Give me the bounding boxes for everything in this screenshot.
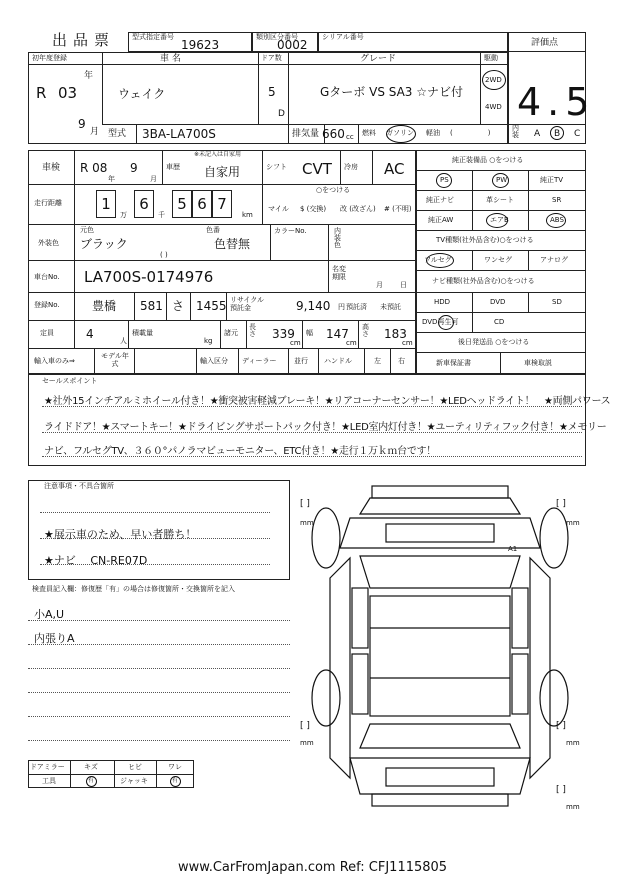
sales-points-label: セールスポイント xyxy=(42,377,98,385)
note-line-2: ★展示車のため、早い者勝ち！ xyxy=(44,528,197,541)
tire-bracket-fl: [ ] xyxy=(300,499,310,509)
category-box: 類別区分番号 0002 xyxy=(252,32,318,52)
mileage-digit-3: 5 xyxy=(172,190,192,218)
era: R xyxy=(36,84,47,102)
footer-ref: www.CarFromJapan.com Ref: CFJ1115805 xyxy=(178,860,448,875)
equip-ps: PS xyxy=(440,176,449,184)
tire-bracket-rr: [ ] xyxy=(556,721,566,731)
model-label: 型式 xyxy=(108,129,127,139)
equip-tv: 純正TV xyxy=(540,176,564,184)
std-equipment-label: 純正装備品 ○をつける xyxy=(452,156,524,164)
grade-value: Gターボ VS SA3 ☆ナビ付 xyxy=(320,85,464,99)
navi-hdd: HDD xyxy=(434,298,451,306)
damage-mark-a1: A1 xyxy=(508,545,518,553)
width-label: 幅 xyxy=(306,329,313,337)
shift-value: CVT xyxy=(302,160,332,178)
score-value: 4.5 xyxy=(517,80,596,124)
type-designation-value: 19623 xyxy=(181,38,220,52)
reg-number: 1455 xyxy=(196,299,227,313)
load-label: 積載量 xyxy=(132,329,153,337)
navi-dvd: DVD xyxy=(490,298,506,306)
import-type-label: 輸入区分 xyxy=(200,357,228,365)
car-diagram xyxy=(290,478,590,818)
first-reg-label: 初年度登録 xyxy=(32,54,67,62)
width-value: 147 xyxy=(326,327,349,341)
shaken-value: R 08 xyxy=(80,161,108,175)
docs-manual: 車検取説 xyxy=(524,359,552,367)
model-year-label: モデル年式 xyxy=(101,352,129,369)
tv-fullseg: フルセグ xyxy=(424,256,452,264)
displacement-label: 排気量 xyxy=(292,129,320,139)
reg-area: 豊橋 xyxy=(92,299,117,313)
recycle-label: リサイクル預託金 xyxy=(230,296,265,313)
category-value: 0002 xyxy=(277,38,308,52)
interior-color-label: 内装色 xyxy=(334,227,341,249)
mileage-digit-5: 7 xyxy=(212,190,232,218)
navi-type-label: ナビ種類(社外品含む)○をつける xyxy=(432,277,535,285)
inspector-label: 検査員記入欄：修復歴「有」の場合は修復箇所・交換箇所を記入 xyxy=(32,585,235,593)
shift-label: シフト xyxy=(266,163,287,171)
grade-label: グレード xyxy=(360,54,397,64)
length-label: 長さ xyxy=(249,323,256,338)
inspector-line-2: 内張りA xyxy=(34,632,75,645)
docs-warranty: 新車保証書 xyxy=(436,359,471,367)
mileage-kind-label: マイル xyxy=(268,205,289,213)
serial-box: シリアル番号 xyxy=(318,32,508,52)
height-label: 高さ xyxy=(362,323,369,338)
usage-value: 自家用 xyxy=(204,165,241,179)
doors-label: ドア数 xyxy=(261,54,282,62)
reg-label: 登録No. xyxy=(34,301,60,309)
sales-line-2: ライドドア！★スマートキー！★ドライビングサポートパック付き！★LED室内灯付き！★ユーティリティフック付き！★メモリー xyxy=(44,422,607,433)
tv-type-label: TV種類(社外品含む)○をつける xyxy=(436,236,534,244)
chassis-value: LA700S-0174976 xyxy=(84,268,214,286)
reg-kana: さ xyxy=(172,299,185,313)
equip-airbag: エアB xyxy=(490,216,509,224)
inspector-line-1: 小A,U xyxy=(34,608,65,621)
reg-class: 581 xyxy=(140,299,163,313)
drive-2wd: 2WD xyxy=(485,76,502,84)
handle-label: ハンドル xyxy=(324,357,352,365)
displacement-value: 660 xyxy=(322,127,345,141)
equip-leather: 革シート xyxy=(486,196,514,204)
navi-cd: CD xyxy=(494,318,505,326)
recycle-value: 9,140 xyxy=(296,299,331,313)
ac-value: AC xyxy=(384,160,405,178)
mileage-digit-4: 6 xyxy=(192,190,212,218)
color-change: 色替無 xyxy=(214,237,251,251)
equip-aw: 純正AW xyxy=(428,216,454,224)
equip-abs: ABS xyxy=(550,216,564,224)
score-label: 評価点 xyxy=(531,38,559,48)
tv-analog: アナログ xyxy=(540,256,568,264)
first-reg-year: 03 xyxy=(58,84,78,102)
mileage-label: 走行距離 xyxy=(34,199,62,207)
height-value: 183 xyxy=(384,327,407,341)
docs-label: 後日発送品 ○をつける xyxy=(458,338,530,346)
capacity-label: 定員 xyxy=(40,329,54,337)
color-no-label: カラーNo. xyxy=(274,227,307,235)
color-value: ブラック xyxy=(80,237,128,251)
car-name-label: 車 名 xyxy=(160,54,181,64)
mileage-digit-1: 1 xyxy=(96,190,116,218)
usage-label: 車歴 xyxy=(166,163,180,171)
car-name-value: ウェイク xyxy=(118,87,166,101)
doors-value: 5 xyxy=(268,85,276,99)
drive-4wd: 4WD xyxy=(485,103,502,111)
color-label: 外装色 xyxy=(38,239,59,247)
interior-label: 内装 xyxy=(512,124,519,139)
equip-sr: SR xyxy=(552,196,562,204)
note-line-3: ★ナビ CN-RE07D xyxy=(44,554,148,567)
tire-bracket-spare: [ ] xyxy=(556,785,566,795)
drive-label: 駆動 xyxy=(484,54,498,62)
tire-bracket-rl: [ ] xyxy=(300,721,310,731)
equip-pw: PW xyxy=(496,176,508,184)
shaken-label: 車検 xyxy=(42,163,61,173)
sales-line-1: ★社外15インチアルミホイール付き！★衝突被害軽減ブレーキ！★リアコーナーセンサー！★LEDヘッドライト！ ★両側パワース xyxy=(44,396,611,407)
name-change-label: 名変期限 xyxy=(332,265,346,282)
mileage-digit-2: 6 xyxy=(134,190,154,218)
equip-navi: 純正ナビ xyxy=(426,196,454,204)
fuel-diesel: 軽油 xyxy=(426,129,440,137)
type-designation-box: 型式指定番号 19623 xyxy=(128,32,252,52)
ac-label: 冷房 xyxy=(344,163,358,171)
import-label: 輸入車のみ⇒ xyxy=(34,357,75,365)
model-value: 3BA-LA700S xyxy=(142,127,216,141)
capacity-value: 4 xyxy=(86,327,94,341)
length-value: 339 xyxy=(272,327,295,341)
navi-sd: SD xyxy=(552,298,562,306)
fuel-label: 燃料 xyxy=(362,129,376,137)
chassis-label: 車台No. xyxy=(34,273,60,281)
tire-bracket-fr: [ ] xyxy=(556,499,566,509)
fuel-gasoline: ガソリン xyxy=(386,129,414,137)
tv-oneseg: ワンセグ xyxy=(484,256,512,264)
dims-label: 諸元 xyxy=(224,329,238,337)
notes-label: 注意事項・不具合箇所 xyxy=(44,482,114,490)
shaken-month: 9 xyxy=(130,161,138,175)
navi-dvd-play: DVD再生可 xyxy=(422,318,459,326)
sheet-title: 出品票 xyxy=(52,31,116,49)
first-reg-month: 9 xyxy=(78,117,86,131)
sales-line-3: ナビ、フルセグTV、３６０°パノラマビューモニター、ETC付き！★走行１万ｋｍ台です！ xyxy=(44,446,436,457)
